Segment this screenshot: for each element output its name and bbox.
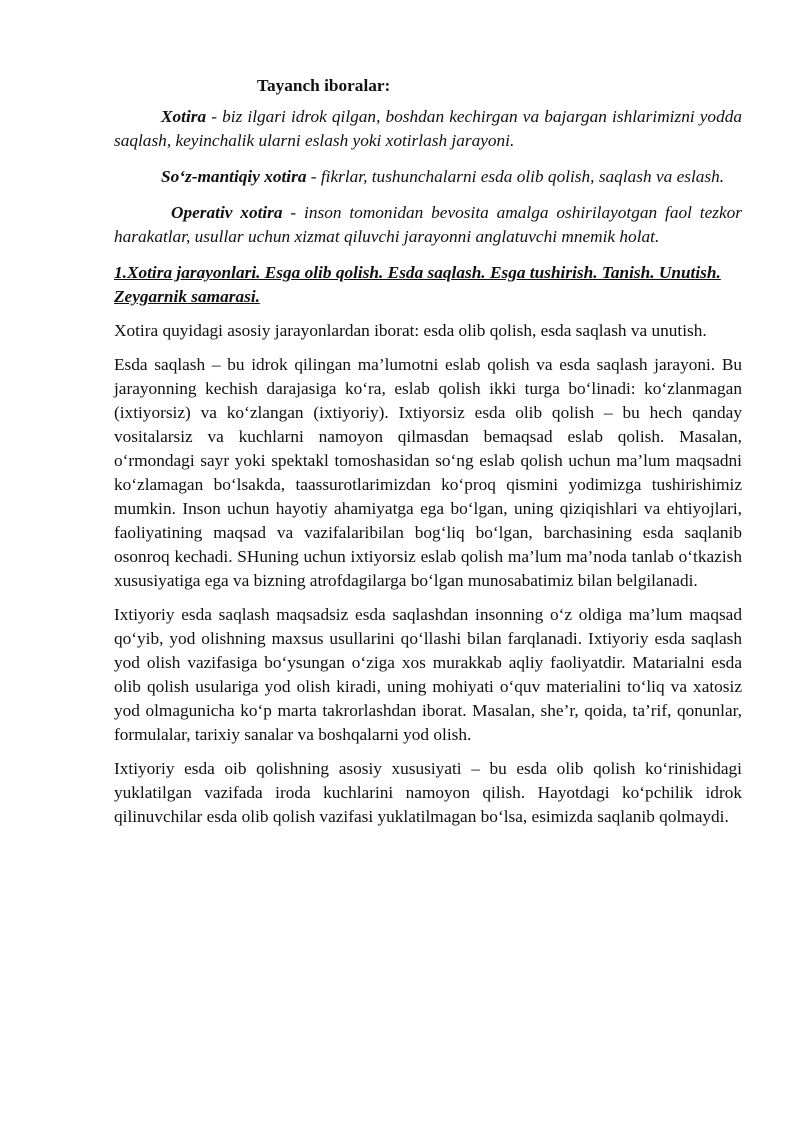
definition-soz-mantiqiy-xotira: [114, 165, 742, 189]
body-paragraph: Xotira quyidagi asosiy jarayonlardan iborat: esda olib qolish, esda saqlash va unutish.: [114, 321, 707, 340]
definition-term: Operativ xotira: [171, 203, 283, 222]
definition-text: - fikrlar, tushunchalarni esda olib qolish, saqlash va eslash.: [306, 167, 725, 186]
definition-text: - biz ilgari idrok qilgan, boshdan kechirgan va bajargan ishlarimizni yodda saqlash, keyinchalik ularni eslash yoki xotirlash jarayoni.: [114, 107, 742, 150]
definition-term: So‘z-mantiqiy xotira: [161, 167, 307, 186]
body-paragraph: Ixtiyoriy esda saqlash maqsadsiz esda saqlashdan insonning o‘z oldiga ma’lum maqsad qo‘yib, yod olishning maxsus usullarini qo‘llashi bilan farqlanadi. Ixtiyoriy esda saqlash yod olish vazifasiga bo‘ysungan o‘ziga xos murakkab aqliy faoliyatdir. Matarialni esda olib qolish usulariga yod olish kiradi, uning mohiyati o‘quv materialini to‘liq va xatosiz yod olmagunicha ko‘p marta takrorlashdan iborat. Masalan, she’r, qoida, ta’rif, qonunlar, formulalar, tarixiy sanalar va boshqalarni yod olish.: [114, 605, 742, 744]
definition-operativ-xotira: [114, 201, 742, 249]
definition-text: - inson tomonidan bevosita amalga oshirilayotgan faol tezkor harakatlar, usullar uchun xizmat qiluvchi jarayonni anglatuvchi mnemik holat.: [114, 203, 743, 246]
section-title: 1.Xotira jarayonlari. Esga olib qolish. Esda saqlash. Esga tushirish. Tanish. Unutish. Zeygarnik samarasi.: [114, 263, 721, 306]
definition-term: Xotira: [161, 107, 207, 126]
body-paragraph: Ixtiyoriy esda oib qolishning asosiy xususiyati – bu esda olib qolish ko‘rinishidagi yuklatilgan vazifada iroda kuchlarini namoyon qilish. Hayotdagi ko‘pchilik idrok qilinuvchilar esda olib qolish vazifasi yuklatilmagan bo‘lsa, esimizda saqlanib qolmaydi.: [114, 759, 742, 826]
definition-xotira: [114, 105, 742, 153]
body-paragraph: Esda saqlash – bu idrok qilingan ma’lumotni eslab qolish va esda saqlash jarayoni. Bu jarayonning kechish darajasiga ko‘ra, eslab qolish ikki turga bo‘linadi: ko‘zlanmagan (ixtiyorsiz) va ko‘zlangan (ixtiyoriy). Ixtiyorsiz esda olib qolish – bu hech qanday vositalarsiz va kuchlarni namoyon qilmasdan bemaqsad eslab qolish. Masalan, o‘rmondagi sayr yoki spektakl tomoshasidan so‘ng eslab qolish uchun ma’lum maqsadni ko‘zlamagan bo‘lsakda, taassurotlarimizdan ko‘proq qismini yodimizga tushirishimiz mumkin. Inson uchun hayotiy ahamiyatga ega bo‘lgan, uning qiziqishlari va ehtiyojlari, faoliyatining maqsad va vazifalaribilan bog‘liq bo‘lgan, barchasining esda saqlanib osonroq kechadi. SHuning uchun ixtiyorsiz eslab qolish ma’lum ma’noda tanlab o‘tkazish xususiyatiga ega va bizning atrofdagilarga bo‘lgan munosabatimiz bilan belgilanadi.: [114, 355, 742, 590]
key-terms-heading: Tayanch iboralar:: [257, 76, 391, 95]
